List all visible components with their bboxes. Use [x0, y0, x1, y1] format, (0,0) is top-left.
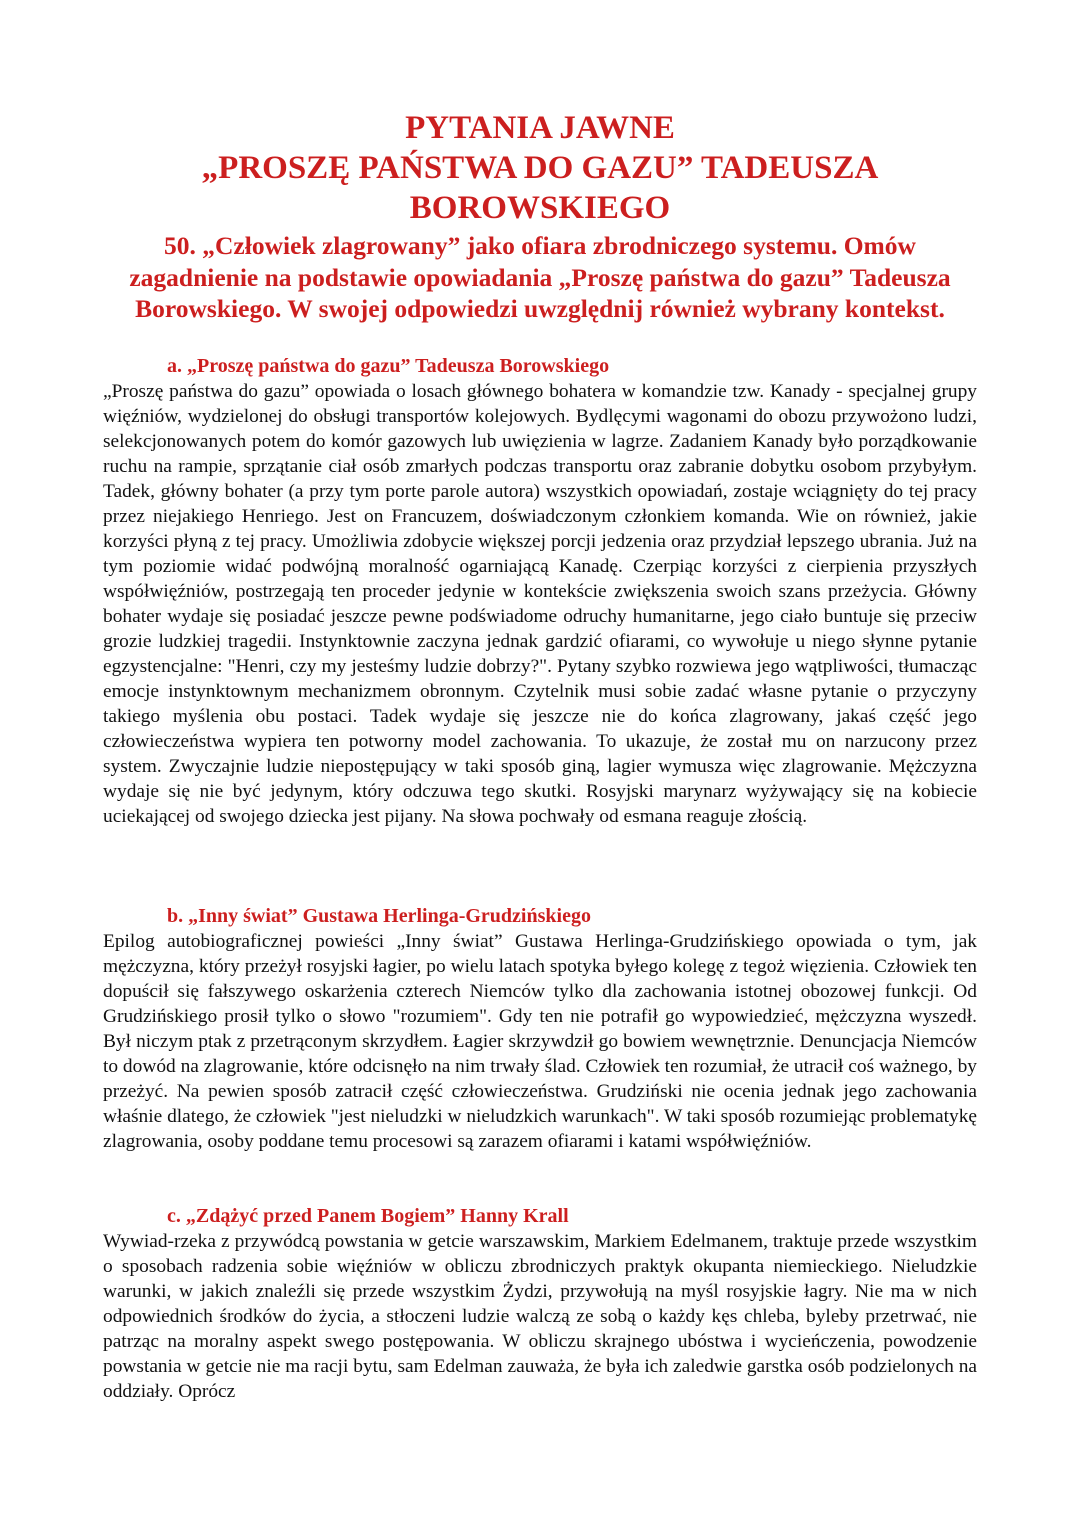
title-line-3: BOROWSKIEGO — [409, 190, 671, 226]
section-a — [103, 354, 977, 829]
title-line-2: „PROSZĘ PAŃSTWA DO GAZU” TADEUSZA — [201, 150, 879, 186]
section-heading: a. „Proszę państwa do gazu” Tadeusza Borowskiego — [167, 355, 610, 377]
title-line-1: PYTANIA JAWNE — [405, 110, 675, 146]
section-c — [103, 1204, 977, 1404]
section-heading: c. „Zdążyć przed Panem Bogiem” Hanny Krall — [167, 1205, 569, 1227]
section-heading: b. „Inny świat” Gustawa Herlinga-Grudzińskiego — [167, 905, 591, 927]
exam-question: 50. „Człowiek zlagrowany” jako ofiara zbrodniczego systemu. Omów zagadnienie na podstawie opowiadania „Proszę państwa do gazu” Tadeusza Borowskiego. W swojej odpowiedzi uwzględnij również wybrany kontekst. — [129, 231, 951, 323]
section-paragraph: Wywiad-rzeka z przywódcą powstania w getcie warszawskim, Markiem Edelmanem, traktuje przede wszystkim o sposobach radzenia sobie więźniów w obliczu zbrodniczych praktyk okupanta niemieckiego. Nieludzkie warunki, w jakich znaleźli się przede wszystkim Żydzi, przywołują na myśl rosyjskie łagry. Nie ma w nich odpowiednich środków do życia, a stłoczeni ludzie walczą ze sobą o każdy kęs chleba, byleby przetrwać, nie patrząc na moralny aspekt swego postępowania. W obliczu skrajnego ubóstwa i wycieńczenia, powodzenie powstania w getcie nie ma racji bytu, sam Edelman zauważa, że była ich zaledwie garstka osób podzielonych na oddziały. Oprócz — [103, 1231, 977, 1402]
section-b — [103, 904, 977, 1154]
section-paragraph: Epilog autobiograficznej powieści „Inny świat” Gustawa Herlinga-Grudzińskiego opowiada o tym, jak mężczyzna, który przeżył rosyjski łagier, po wielu latach spotyka byłego kolegę z tegoż więzienia. Człowiek ten dopuścił się fałszywego oskarżenia czterech Niemców tylko dla zachowania istotnej obozowej funkcji. Od Grudzińskiego prosił tylko o słowo "rozumiem". Gdy ten nie potrafił go wypowiedzieć, mężczyzna wyszedł. Był niczym ptak z przetrąconym skrzydłem. Łagier skrzywdził go bowiem wewnętrznie. Denuncjacja Niemców to dowód na zlagrowanie, które odcisnęło na nim trwały ślad. Człowiek ten rozumiał, że utracił coś ważnego, by przeżyć. Na pewien sposób zatracił część człowieczeństwa. Grudziński nie ocenia jednak jego zachowania właśnie dlatego, że człowiek "jest nieludzki w nieludzkich warunkach". W taki sposób rozumiejąc problematykę zlagrowania, osoby poddane temu procesowi są zarazem ofiarami i katami współwięźniów. — [103, 931, 977, 1152]
page-title — [100, 108, 980, 228]
section-paragraph: „Proszę państwa do gazu” opowiada o losach głównego bohatera w komandzie tzw. Kanady - specjalnej grupy więźniów, wydzielonej do obsługi transportów kolejowych. Bydlęcymi wagonami do obozu przywożono ludzi, selekcjonowanych potem do komór gazowych lub uwięzienia w lagrze. Zadaniem Kanady było porządkowanie ruchu na rampie, sprzątanie ciał osób zmarłych podczas transportu oraz zabranie dobytku osobom przybyłym. Tadek, główny bohater (a przy tym porte parole autora) wszystkich opowiadań, zostaje wciągnięty do tej pracy przez niejakiego Henriego. Jest on Francuzem, doświadczonym członkiem komanda. Wie on również, jakie korzyści płyną z tej pracy. Umożliwia zdobycie większej porcji jedzenia oraz przydział lepszego ubrania. Już na tym poziomie widać podwójną moralność ogarniającą Kanadę. Czerpiąc korzyści z cierpienia przyszłych współwięźniów, postrzegają ten proceder jedynie w kontekście zwiększenia swoich szans przeżycia. Główny bohater wydaje się posiadać jeszcze pewne podświadome odruchy humanitarne, jego ciało buntuje się przeciw grozie ludzkiej tragedii. Instynktownie zaczyna jednak gardzić ofiarami, co wywołuje u niego słynne pytanie egzystencjalne: "Henri, czy my jesteśmy ludzie dobrzy?". Pytany szybko rozwiewa jego wątpliwości, tłumacząc emocje instynktownym mechanizmem obronnym. Czytelnik musi sobie zadać własne pytanie o przyczyny takiego myślenia obu postaci. Tadek wydaje się jeszcze nie do końca zlagrowany, jakaś część jego człowieczeństwa wypiera ten potworny model zachowania. To ukazuje, że został mu on narzucony przez system. Zwyczajnie ludzie niepostępujący w taki sposób giną, lagier wymusza więc zlagrowanie. Mężczyzna wydaje się nie być jedynym, który odczuwa tego skutki. Rosyjski marynarz wyżywający się na kobiecie uciekającej od swojego dziecka jest pijany. Na słowa pochwały od esmana reaguje złością. — [103, 381, 977, 827]
